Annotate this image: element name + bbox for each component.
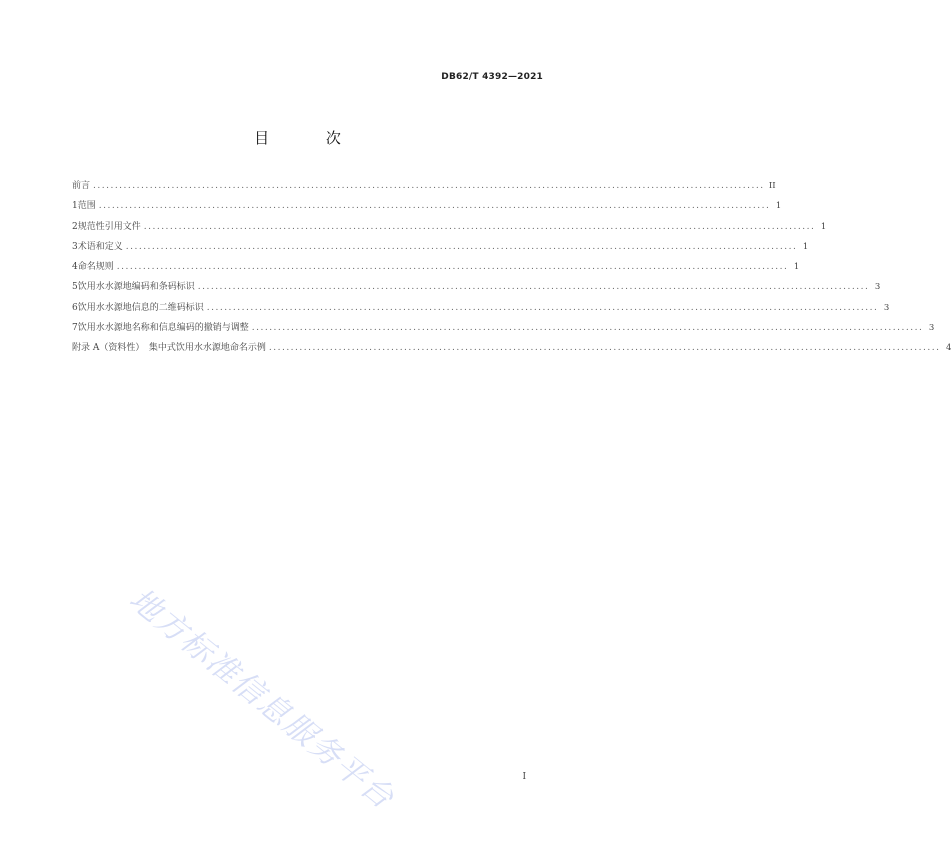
toc-entry-text: 饮用水水源地名称和信息编码的撤销与调整	[77, 323, 249, 334]
toc-entry-7[interactable]	[72, 320, 935, 340]
page-number: I	[522, 772, 526, 782]
toc-page-number: 1	[793, 262, 800, 273]
table-of-contents	[72, 178, 951, 361]
toc-entry-number: 3	[72, 241, 78, 252]
toc-title: 目 次	[254, 129, 367, 147]
toc-entry-number: 1	[72, 201, 78, 212]
toc-entry-number: 7	[72, 323, 78, 334]
toc-page-number: 3	[874, 282, 881, 293]
toc-entry-appendix-a[interactable]	[72, 340, 951, 360]
toc-page-number: 4	[946, 343, 951, 354]
toc-entry-5[interactable]	[72, 279, 881, 299]
toc-leader-dots: ..........................................................................................................................................................	[206, 302, 879, 313]
toc-leader-dots: ..........................................................................................................................................................	[116, 262, 789, 273]
toc-entry-number: 2	[72, 221, 78, 232]
toc-page-number: 3	[883, 302, 890, 313]
toc-leader-dots: ..........................................................................................................................................................	[268, 343, 941, 354]
toc-leader-dots: ..........................................................................................................................................................	[93, 181, 765, 191]
toc-leader-dots: ..........................................................................................................................................................	[125, 241, 798, 252]
toc-entry-text: 范围	[77, 201, 96, 212]
toc-entry-text: 命名规则	[77, 262, 114, 273]
toc-entry-2[interactable]	[72, 219, 827, 239]
toc-leader-dots: ..........................................................................................................................................................	[98, 201, 771, 212]
toc-entry-number: 5	[72, 282, 78, 293]
toc-entry-text: 规范性引用文件	[77, 221, 141, 232]
standard-id: DB62/T 4392—2021	[441, 72, 543, 82]
toc-page-number: 1	[820, 221, 827, 232]
toc-entry-text: 附录 A（资料性） 集中式饮用水水源地命名示例	[72, 343, 266, 354]
toc-leader-dots: ..........................................................................................................................................................	[251, 323, 924, 334]
toc-entry-4[interactable]	[72, 259, 800, 279]
toc-entry-text: 饮用水水源地编码和条码标识	[77, 282, 195, 293]
toc-entry-text: 饮用水水源地信息的二维码标识	[77, 302, 204, 313]
toc-entry-number: 4	[72, 262, 78, 273]
toc-entry-1[interactable]	[72, 198, 782, 218]
toc-entry-text: 术语和定义	[77, 241, 123, 252]
toc-entry-foreword[interactable]	[72, 178, 776, 198]
watermark-text: 地方标准信息服务平台	[122, 581, 402, 817]
toc-leader-dots: ..........................................................................................................................................................	[143, 221, 816, 232]
toc-entry-number: 6	[72, 302, 78, 313]
toc-entry-6[interactable]	[72, 300, 890, 320]
toc-leader-dots: ..........................................................................................................................................................	[197, 282, 870, 293]
toc-entry-text: 前言	[72, 181, 91, 191]
toc-page-number: II	[768, 181, 776, 191]
toc-page-number: 1	[775, 201, 782, 212]
toc-entry-3[interactable]	[72, 239, 809, 259]
toc-page-number: 1	[802, 241, 809, 252]
toc-page-number: 3	[928, 323, 935, 334]
